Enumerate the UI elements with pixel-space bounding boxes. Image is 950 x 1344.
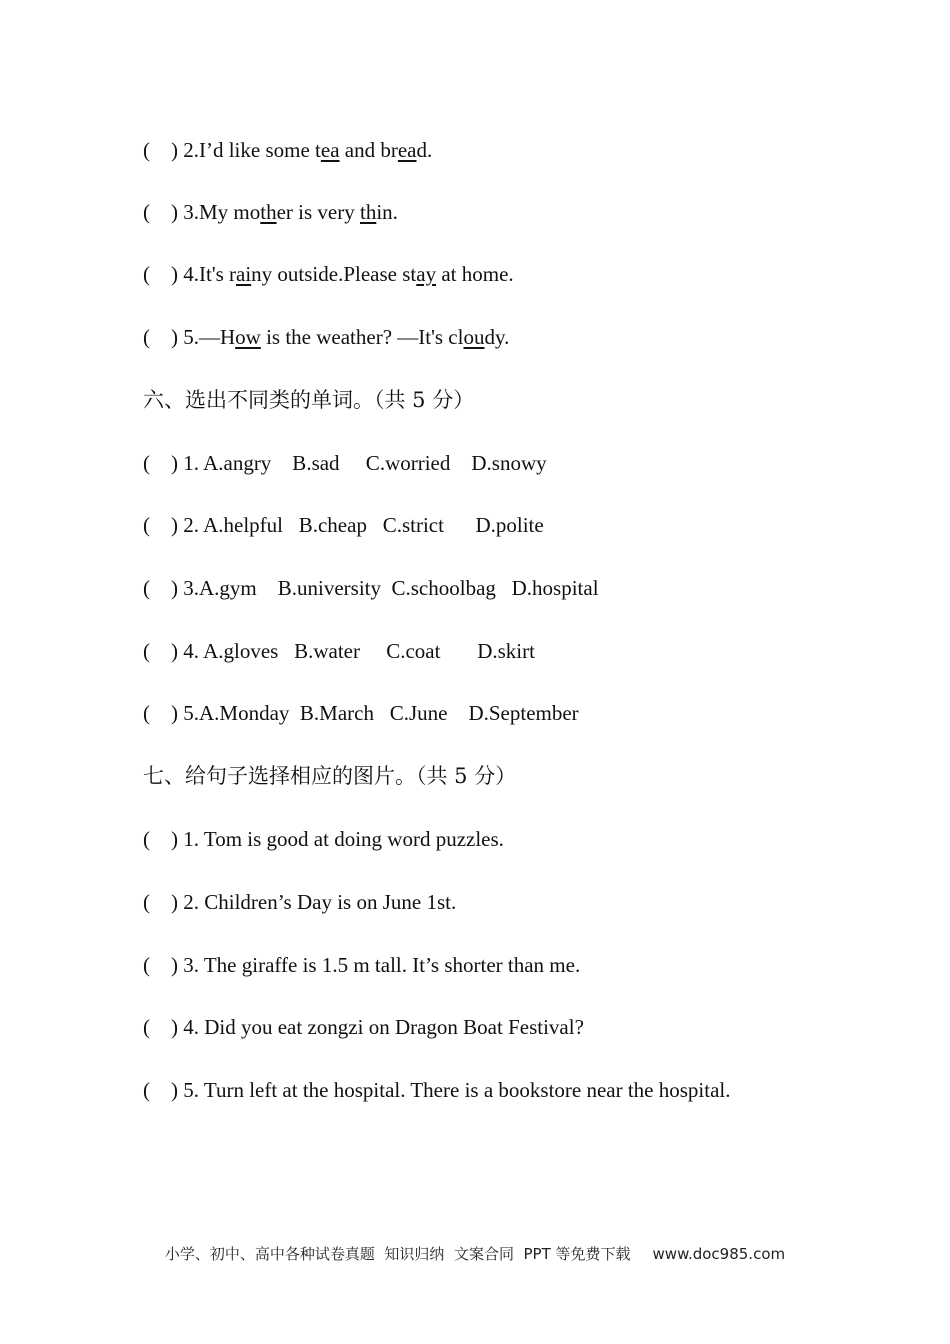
- part7-question-3: ( ) 3. The giraffe is 1.5 m tall. It’s shorter than me.: [143, 953, 581, 977]
- part7-question-5: ( ) 5. Turn left at the hospital. There is a bookstore near the hospital.: [143, 1078, 731, 1102]
- part6-question-4: ( ) 4. A.gloves B.water C.coat D.skirt: [143, 639, 535, 663]
- underlined-letters: th: [359, 200, 377, 224]
- underlined-letters: ai: [236, 262, 252, 286]
- underlined-letters: ea: [320, 138, 340, 162]
- underlined-letters: ou: [463, 325, 485, 349]
- part5-question-5: ( ) 5.—How is the weather? —It's cloudy.: [143, 325, 510, 349]
- part7-question-2: ( ) 2. Children’s Day is on June 1st.: [143, 890, 457, 914]
- page-footer: [0, 1243, 950, 1265]
- part5-question-2: ( ) 2.I’d like some tea and bread.: [143, 138, 433, 162]
- underlined-letters: ow: [235, 325, 261, 349]
- part6-question-2: ( ) 2. A.helpful B.cheap C.strict D.polite: [143, 513, 544, 537]
- underlined-letters: th: [260, 200, 277, 224]
- part6-question-1: ( ) 1. A.angry B.sad C.worried D.snowy: [143, 451, 547, 475]
- part6-question-3: ( ) 3.A.gym B.university C.schoolbag D.hospital: [143, 576, 599, 600]
- part7-question-1: ( ) 1. Tom is good at doing word puzzles.: [143, 827, 504, 851]
- section-7-heading: 七、给句子选择相应的图片。（共 5 分）: [143, 764, 517, 788]
- part5-question-4: ( ) 4.It's rainy outside.Please stay at home.: [143, 262, 514, 286]
- underlined-letters: ay: [416, 262, 437, 286]
- part7-question-4: ( ) 4. Did you eat zongzi on Dragon Boat Festival?: [143, 1015, 584, 1039]
- footer-website[interactable]: www.doc985.com: [652, 1245, 786, 1263]
- part5-question-3: ( ) 3.My mother is very thin.: [143, 200, 398, 224]
- part6-question-5: ( ) 5.A.Monday B.March C.June D.September: [143, 701, 579, 725]
- section-6-heading: 六、选出不同类的单词。（共 5 分）: [143, 388, 475, 412]
- footer-text: 小学、初中、高中各种试卷真题 知识归纳 文案合同 PPT 等免费下载: [164, 1245, 631, 1263]
- underlined-letters: ea: [397, 138, 417, 162]
